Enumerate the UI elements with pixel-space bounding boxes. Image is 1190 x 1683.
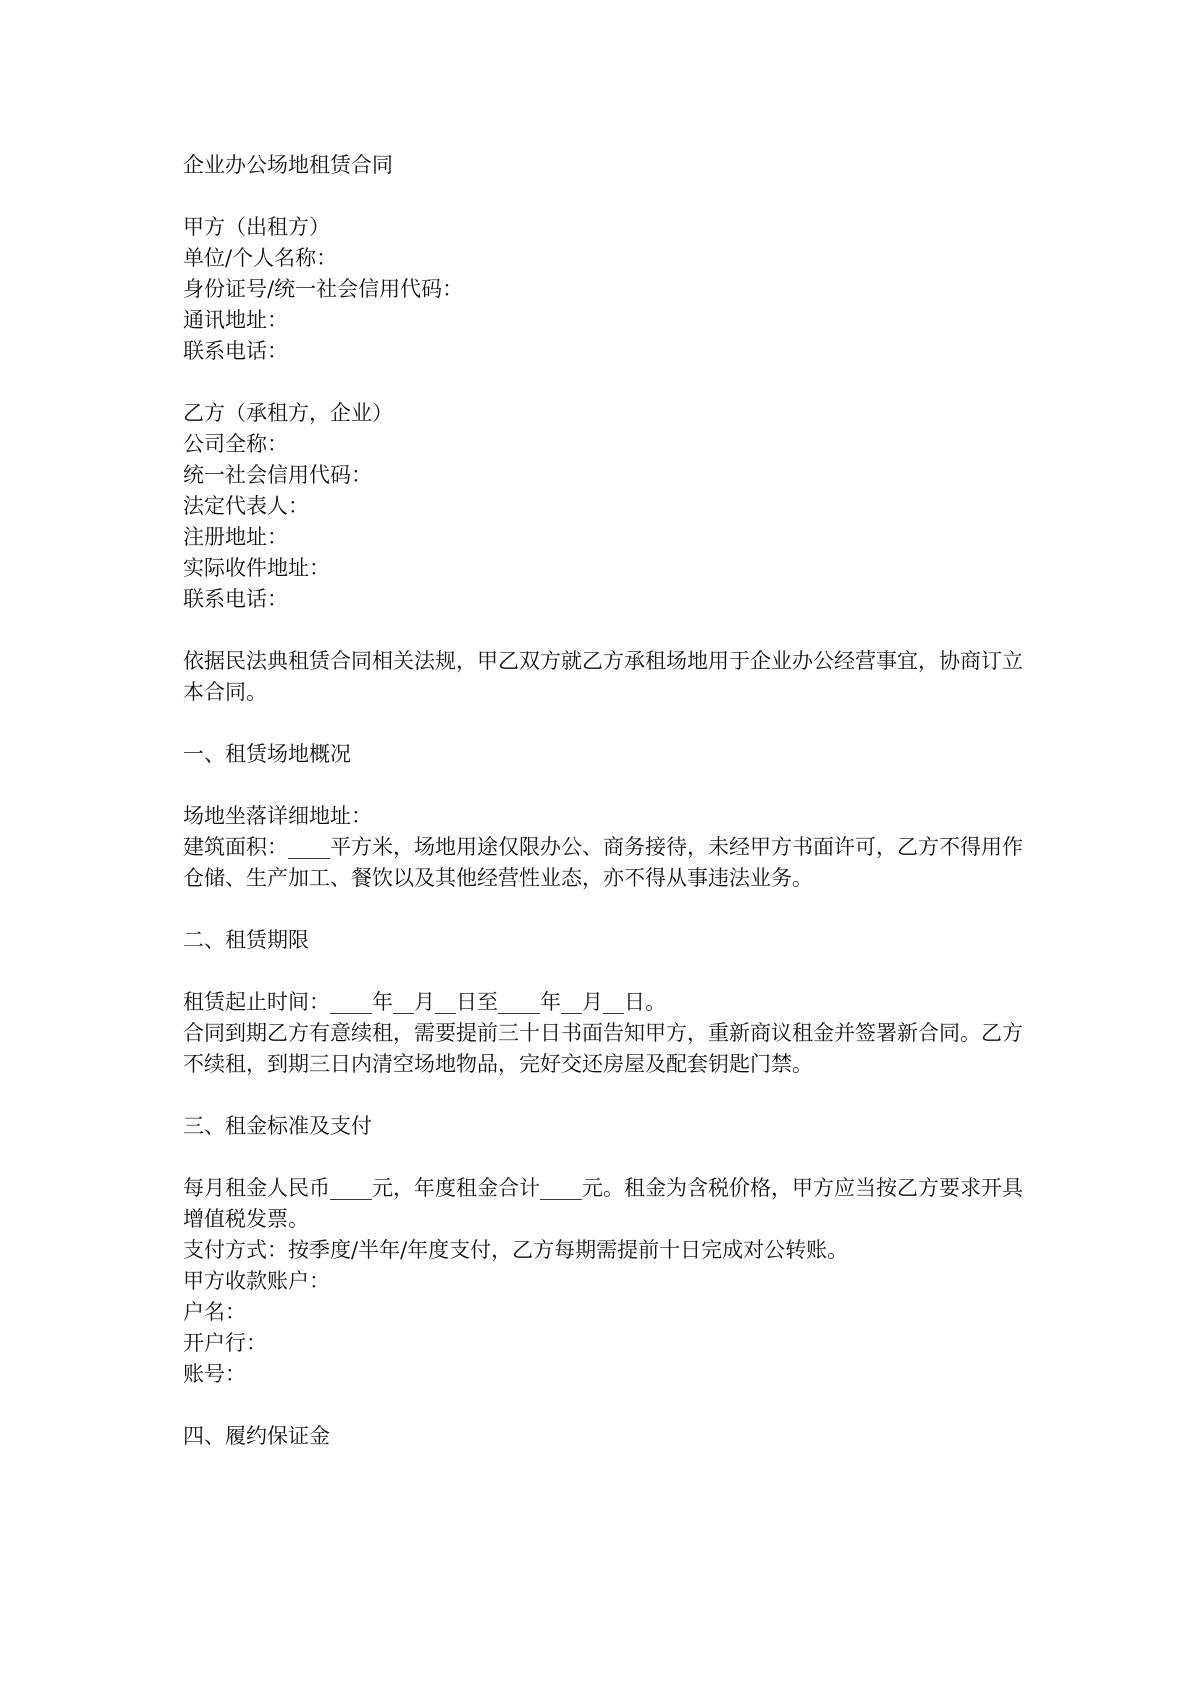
account-number-field: 账号： (183, 1362, 246, 1386)
building-area-paragraph: 建筑面积：____平方米，场地用途仅限办公、商务接待，未经甲方书面许可，乙方不得用作仓储、生产加工、餐饮以及其他经营性业态，亦不得从事违法业务。 (183, 835, 1023, 890)
spacer (183, 708, 1023, 739)
spacer (183, 1080, 1023, 1111)
party-b-phone-field: 联系电话： (183, 587, 288, 611)
spacer (183, 770, 1023, 801)
spacer (183, 181, 1023, 212)
account-heading: 甲方收款账户： (183, 1269, 330, 1293)
party-a-heading: 甲方（出租方） (183, 215, 330, 239)
spacer (183, 1390, 1023, 1421)
party-b-credit-code-field: 统一社会信用代码： (183, 463, 372, 487)
party-a-address-field: 通讯地址： (183, 308, 288, 332)
contract-title: 企业办公场地租赁合同 (183, 153, 393, 177)
spacer (183, 615, 1023, 646)
payment-method-line: 支付方式：按季度/半年/年度支付，乙方每期需提前十日完成对公转账。 (183, 1238, 849, 1262)
account-bank-field: 开户行： (183, 1331, 267, 1355)
party-a-id-field: 身份证号/统一社会信用代码： (183, 277, 464, 301)
preamble-paragraph: 依据民法典租赁合同相关法规，甲乙双方就乙方承租场地用于企业办公经营事宜，协商订立本合同。 (183, 649, 1023, 704)
section-1-heading: 一、租赁场地概况 (183, 742, 351, 766)
party-b-block (183, 398, 1023, 615)
section-3-heading: 三、租金标准及支付 (183, 1114, 372, 1138)
spacer (183, 956, 1023, 987)
account-name-field: 户名： (183, 1300, 246, 1324)
renewal-paragraph: 合同到期乙方有意续租，需要提前三十日书面告知甲方，重新商议租金并签署新合同。乙方不续租，到期三日内清空场地物品，完好交还房屋及配套钥匙门禁。 (183, 1021, 1023, 1076)
spacer (183, 1142, 1023, 1173)
spacer (183, 894, 1023, 925)
party-b-mailing-address-field: 实际收件地址： (183, 556, 330, 580)
contract-page (183, 150, 1023, 1452)
section-2-heading: 二、租赁期限 (183, 928, 309, 952)
rent-paragraph: 每月租金人民币____元，年度租金合计____元。租金为含税价格，甲方应当按乙方要求开具增值税发票。 (183, 1176, 1023, 1231)
site-address-field: 场地坐落详细地址： (183, 804, 372, 828)
party-b-legal-rep-field: 法定代表人： (183, 494, 309, 518)
party-b-heading: 乙方（承租方，企业） (183, 401, 393, 425)
party-b-registered-address-field: 注册地址： (183, 525, 288, 549)
spacer (183, 367, 1023, 398)
party-a-block (183, 212, 1023, 367)
party-a-phone-field: 联系电话： (183, 339, 288, 363)
section-4-heading: 四、履约保证金 (183, 1424, 330, 1448)
party-a-name-field: 单位/个人名称： (183, 246, 338, 270)
lease-period-line: 租赁起止时间：____年__月__日至____年__月__日。 (183, 990, 666, 1014)
party-b-company-field: 公司全称： (183, 432, 288, 456)
